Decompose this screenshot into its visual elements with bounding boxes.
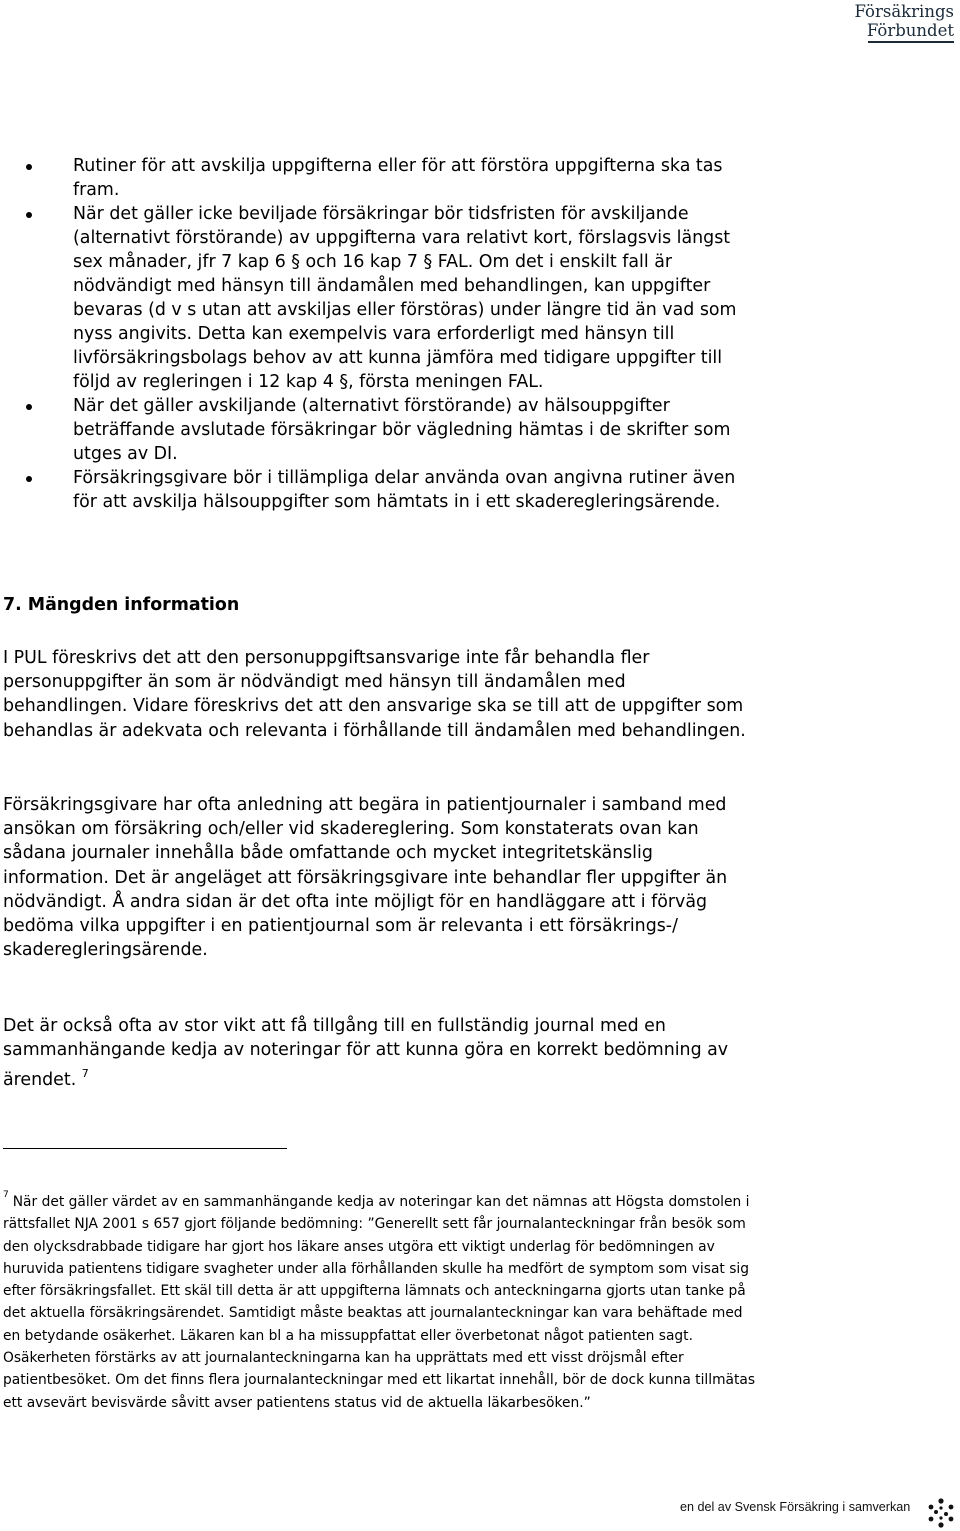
- paragraph-text: Det är också ofta av stor vikt att få tillgång till en fullständig journal med en sammanhängande kedja av noteringar för att kunna göra en korrekt bedömning av ärendet.: [3, 1016, 729, 1091]
- footnote-text: När det gäller värdet av en sammanhängande kedja av noteringar kan det nämnas att Högsta domstolen i rättsfallet NJA 2001 s 657 gjort följande bedömning: ”Generellt sett får journalanteckningar från besök som den olycksdrabbade tidigare har gjort hos läkare anses utgöra ett viktigt underlag för bedömningen av huruvida patientens tidigare svagheter under alla förhållanden skulle ha medfört de symptom som visat sig efter försäkringsfallet. Ett skäl till detta är att uppgifterna lämnats och anteckningarna gjorts utan tanke på det aktuella försäkringsärendet. Samtidigt måste beaktas att journalanteckningar kan vara behäftade med en betydande osäkerhet. Läkaren kan bl a ha missuppfattat eller överbetonat något patienten sagt. Osäkerheten förstärks av att journalanteckningarna kan ha upprättats med ett visst dröjsmål efter patientbesöket. Om det finns flera journalanteckningar med ett likartat innehåll, bör de dock kunna tillmätas ett avsevärt bevisvärde såvitt avser patientens status vid de aktuella läkarbesöken.”: [3, 1194, 756, 1411]
- logo-line-1: Försäkrings: [854, 2, 954, 21]
- bullet-text: Rutiner för att avskilja uppgifterna eller för att förstöra uppgifterna ska tas fram.: [73, 156, 723, 200]
- swirl-logo-icon: [928, 1498, 954, 1528]
- bullet-item: [26, 202, 756, 394]
- footer-text: en del av Svensk Försäkring i samverkan: [680, 1500, 911, 1514]
- bullet-list: [26, 154, 756, 514]
- bullet-item: [26, 154, 756, 202]
- section-heading: 7. Mängden information: [3, 595, 240, 615]
- paragraph: Försäkringsgivare har ofta anledning att begära in patientjournaler i samband med ansökan om försäkring och/eller vid skadereglering. Som konstaterats ovan kan sådana journaler innehålla både omfattande och mycket integritetskänslig information. Det är angeläget att försäkringsgivare inte behandlar fler uppgifter än nödvändigt. Å andra sidan är det ofta inte möjligt för en handläggare att i förväg bedöma vilka uppgifter i en patientjournal som är relevanta i ett försäkrings-/ skaderegleringsärende.: [3, 795, 728, 961]
- bullet-dot-icon: [26, 212, 32, 218]
- paragraph: I PUL föreskrivs det att den personuppgiftsansvarige inte får behandla fler personuppgifter än som är nödvändigt med hänsyn till ändamålen med behandlingen. Vidare föreskrivs det att den ansvarige ska se till att de uppgifter som behandlas är adekvata och relevanta i förhållande till ändamålen med behandlingen.: [3, 648, 746, 741]
- bullet-dot-icon: [26, 404, 32, 410]
- bullet-text: Försäkringsgivare bör i tillämpliga delar använda ovan angivna rutiner även för att avskilja hälsouppgifter som hämtats in i ett skaderegleringsärende.: [73, 468, 736, 512]
- bullet-dot-icon: [26, 476, 32, 482]
- bullet-item: [26, 394, 756, 466]
- logo-line-2: Förbundet: [866, 21, 954, 40]
- logo: [855, 2, 955, 43]
- paragraph: [3, 1014, 755, 1093]
- footnote-reference[interactable]: 7: [81, 1067, 89, 1081]
- logo-underline: [868, 41, 954, 43]
- bullet-dot-icon: [26, 164, 32, 170]
- footnote-number: 7: [3, 1190, 9, 1200]
- footnote-separator: [3, 1148, 287, 1149]
- footnote: [3, 1184, 763, 1414]
- bullet-text: När det gäller avskiljande (alternativt förstörande) av hälsouppgifter beträffande avslutade försäkringar bör vägledning hämtas i de skrifter som utges av DI.: [73, 396, 731, 464]
- bullet-text: När det gäller icke beviljade försäkringar bör tidsfristen för avskiljande (alternativt förstörande) av uppgifterna vara relativt kort, förslagsvis längst sex månader, jfr 7 kap 6 § och 16 kap 7 § FAL. Om det i enskilt fall är nödvändigt med hänsyn till ändamålen med behandlingen, kan uppgifter bevaras (d v s utan att avskiljas eller förstöras) under längre tid än vad som nyss angivits. Detta kan exempelvis vara erforderligt med hänsyn till livförsäkringsbolags behov av att kunna jämföra med tidigare uppgifter till följd av regleringen i 12 kap 4 §, första meningen FAL.: [73, 204, 737, 392]
- bullet-item: [26, 466, 756, 514]
